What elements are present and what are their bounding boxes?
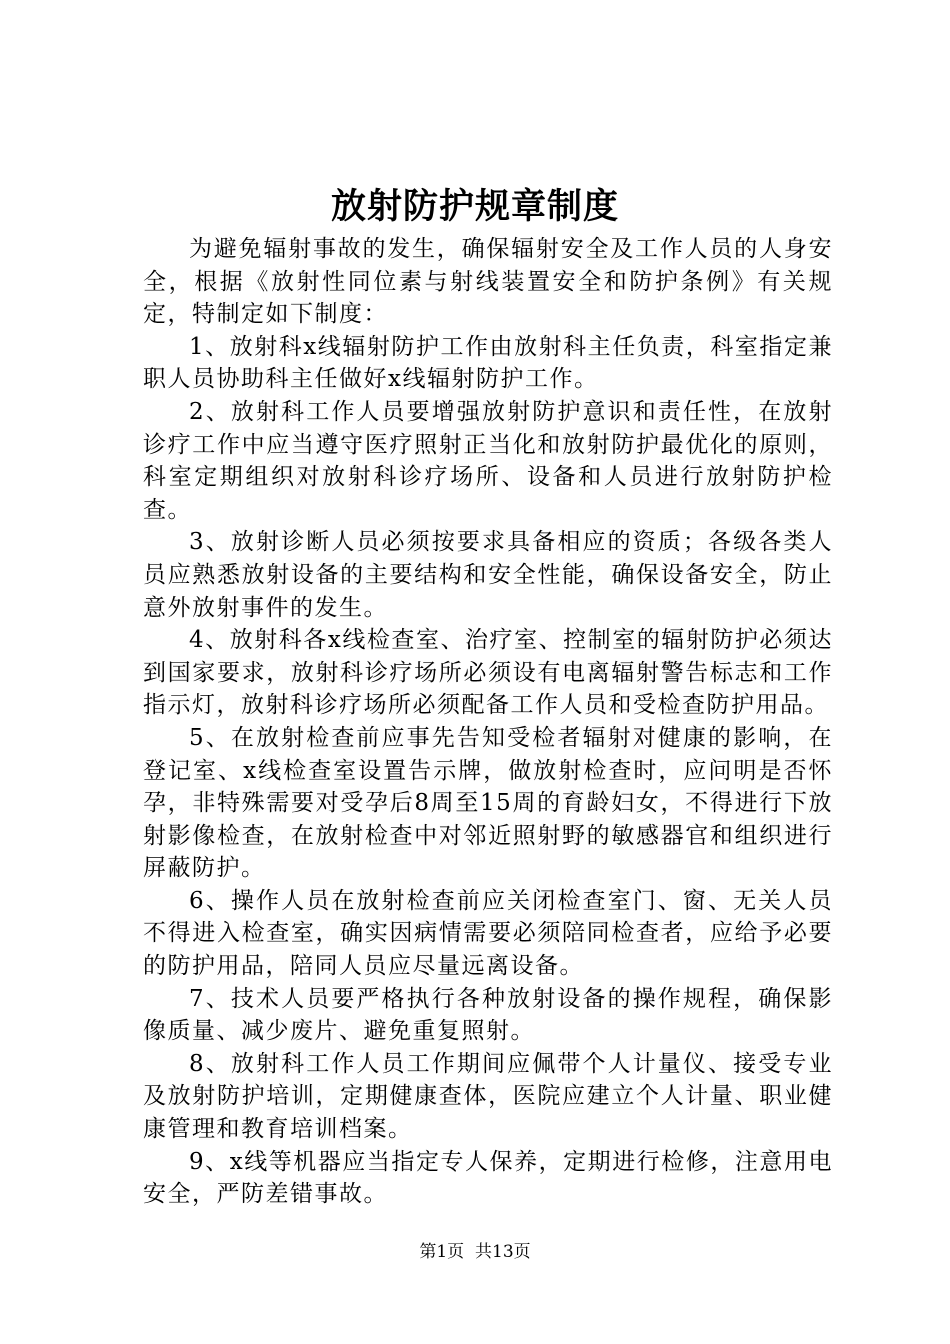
page-footer [0,1240,950,1264]
intro-paragraph: 为避免辐射事故的发生，确保辐射安全及工作人员的人身安全，根据《放射性同位素与射线装置安全和防护条例》有关规定，特制定如下制度： [143,236,833,328]
rule-paragraph-2: 2、放射科工作人员要增强放射防护意识和责任性，在放射诊疗工作中应当遵守医疗照射正当化和放射防护最优化的原则，科室定期组织对放射科诊疗场所、设备和人员进行放射防护检查。 [143,398,833,523]
rule-paragraph-8: 8、放射科工作人员工作期间应佩带个人计量仪、接受专业及放射防护培训，定期健康查体，医院应建立个人计量、职业健康管理和教育培训档案。 [143,1050,833,1143]
footer-separator [464,1242,475,1262]
rule-paragraph-7: 7、技术人员要严格执行各种放射设备的操作规程，确保影像质量、减少废片、避免重复照射。 [143,985,833,1045]
rule-paragraph-6: 6、操作人员在放射检查前应关闭检查室门、窗、无关人员不得进入检查室，确实因病情需要必须陪同检查者，应给予必要的防护用品，陪同人员应尽量远离设备。 [143,887,833,980]
rule-paragraph-5: 5、在放射检查前应事先告知受检者辐射对健康的影响，在登记室、x线检查室设置告示牌，做放射检查时，应问明是否怀孕，非特殊需要对受孕后8周至15周的育龄妇女，不得进行下放射影像检查，在放射检查中对邻近照射野的敏感器官和组织进行屏蔽防护。 [143,724,833,882]
page-total: 共13页 [475,1242,531,1262]
rule-paragraph-9: 9、x线等机器应当指定专人保养，定期进行检修，注意用电安全，严防差错事故。 [143,1148,833,1208]
rule-paragraph-1: 1、放射科x线辐射防护工作由放射科主任负责，科室指定兼职人员协助科主任做好x线辐射防护工作。 [143,333,833,393]
rule-paragraph-4: 4、放射科各x线检查室、治疗室、控制室的辐射防护必须达到国家要求，放射科诊疗场所必须设有电离辐射警告标志和工作指示灯，放射科诊疗场所必须配备工作人员和受检查防护用品。 [143,627,833,719]
document-body [143,233,833,1211]
page-title: 放射防护规章制度 [330,186,619,227]
rule-paragraph-3: 3、放射诊断人员必须按要求具备相应的资质；各级各类人员应熟悉放射设备的主要结构和安全性能，确保设备安全，防止意外放射事件的发生。 [143,529,833,621]
page-number: 第1页 [419,1242,465,1262]
